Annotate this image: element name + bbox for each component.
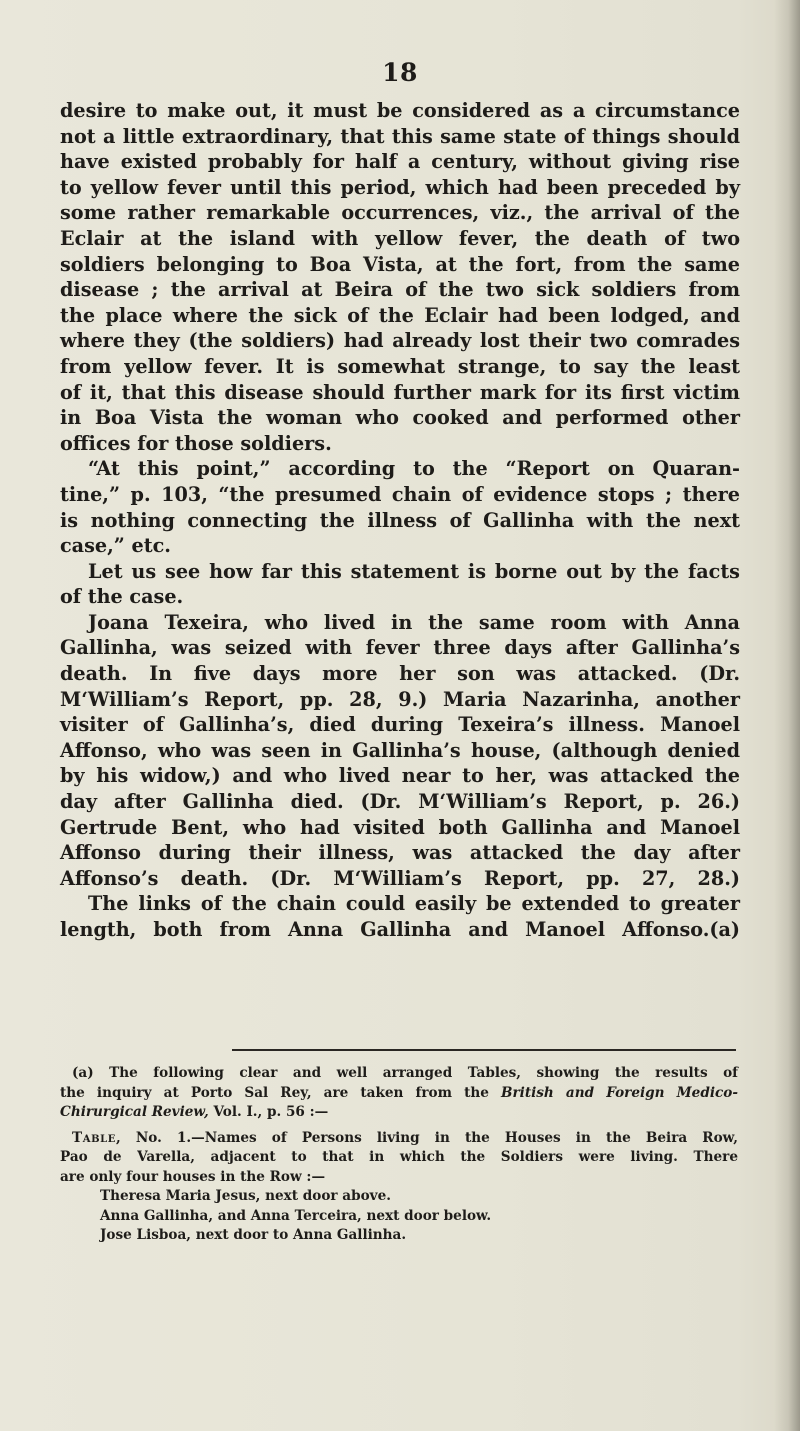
paragraph-start: Let us see how far this statement is borne out by the facts <box>88 559 740 583</box>
journal-title: British and Foreign Medico- <box>501 1084 738 1101</box>
body-line: Gallinha, was seized with fever three days after Gallinha’s <box>60 636 740 660</box>
table-caption-text: , No. 1.—Names of Persons living in the Houses in the Beira Row, <box>115 1129 738 1146</box>
body-line: Eclair at the island with yellow fever, the death of two <box>60 226 740 250</box>
body-line: disease ; the arrival at Beira of the two sick soldiers from <box>60 278 740 302</box>
body-line: soldiers belonging to Boa Vista, at the fort, from the same <box>60 252 740 276</box>
journal-title-continued: Chirurgical Review, <box>60 1104 209 1120</box>
footnote-line: (a) The following clear and well arranged Tables, showing the results of <box>72 1065 738 1081</box>
footnote <box>60 1064 738 1246</box>
table-caption-line: Pao de Varella, adjacent to that in which the Soldiers were living. There <box>60 1149 738 1165</box>
body-line: not a little extraordinary, that this same state of things should <box>60 124 740 148</box>
paragraph-start: Joana Texeira, who lived in the same room with Anna <box>88 610 740 634</box>
body-line: Affonso’s death. (Dr. M‘William’s Report, pp. 27, 28.) <box>60 866 740 890</box>
body-line: by his widow,) and who lived near to her, was attacked the <box>60 764 740 788</box>
body-text <box>60 98 740 943</box>
table-entry: Anna Gallinha, and Anna Terceira, next door below. <box>100 1207 492 1224</box>
body-line: Affonso, who was seen in Gallinha’s house, (although denied <box>60 738 740 762</box>
body-line: M‘William’s Report, pp. 28, 9.) Maria Nazarinha, another <box>60 687 740 711</box>
footnote-text: Vol. I., p. 56 :— <box>208 1104 329 1120</box>
body-line: is nothing connecting the illness of Gallinha with the next <box>60 508 740 532</box>
body-line: case,” etc. <box>60 534 171 558</box>
page-number: 18 <box>382 58 418 87</box>
body-line: offices for those soldiers. <box>60 431 332 455</box>
footnote-line <box>60 1084 738 1104</box>
table-caption-line: are only four houses in the Row :— <box>60 1168 326 1185</box>
body-line: visiter of Gallinha’s, died during Texeira’s illness. Manoel <box>60 713 740 737</box>
page-edge-shadow <box>774 0 800 1431</box>
table-label: Table <box>72 1129 116 1146</box>
body-line: Affonso during their illness, was attacked the day after <box>60 841 740 865</box>
body-line: tine,” p. 103, “the presumed chain of evidence stops ; there <box>60 482 740 506</box>
body-line: some rather remarkable occurrences, viz., the arrival of the <box>60 201 740 225</box>
body-line: in Boa Vista the woman who cooked and performed other <box>60 406 740 430</box>
footnote-divider <box>232 1049 736 1051</box>
table-entry: Theresa Maria Jesus, next door above. <box>100 1188 391 1204</box>
table-caption <box>60 1129 738 1149</box>
paragraph-start: “At this point,” according to the “Report on Quaran- <box>88 457 740 481</box>
body-line: Gertrude Bent, who had visited both Gallinha and Manoel <box>60 815 740 839</box>
body-line: the place where the sick of the Eclair had been lodged, and <box>60 303 740 327</box>
body-line: of it, that this disease should further mark for its first victim <box>60 380 740 404</box>
body-line: desire to make out, it must be considered as a circumstance <box>60 99 740 122</box>
footnote-line <box>60 1103 738 1123</box>
body-line: day after Gallinha died. (Dr. M‘William’s Report, p. 26.) <box>60 790 740 814</box>
body-line: to yellow fever until this period, which had been preceded by <box>60 175 740 199</box>
paragraph-start: The links of the chain could easily be extended to greater <box>88 892 740 916</box>
body-line: have existed probably for half a century, without giving rise <box>60 150 740 174</box>
body-line: where they (the soldiers) had already lost their two comrades <box>60 329 740 353</box>
body-line: death. In five days more her son was attacked. (Dr. <box>60 662 740 686</box>
table-entry: Jose Lisboa, next door to Anna Gallinha. <box>100 1227 407 1243</box>
body-line: of the case. <box>60 585 184 609</box>
footnote-text: the inquiry at Porto Sal Rey, are taken from the <box>60 1084 501 1101</box>
body-line: length, both from Anna Gallinha and Manoel Affonso.(a) <box>60 918 740 941</box>
body-line: from yellow fever. It is somewhat strange, to say the least <box>60 354 740 378</box>
